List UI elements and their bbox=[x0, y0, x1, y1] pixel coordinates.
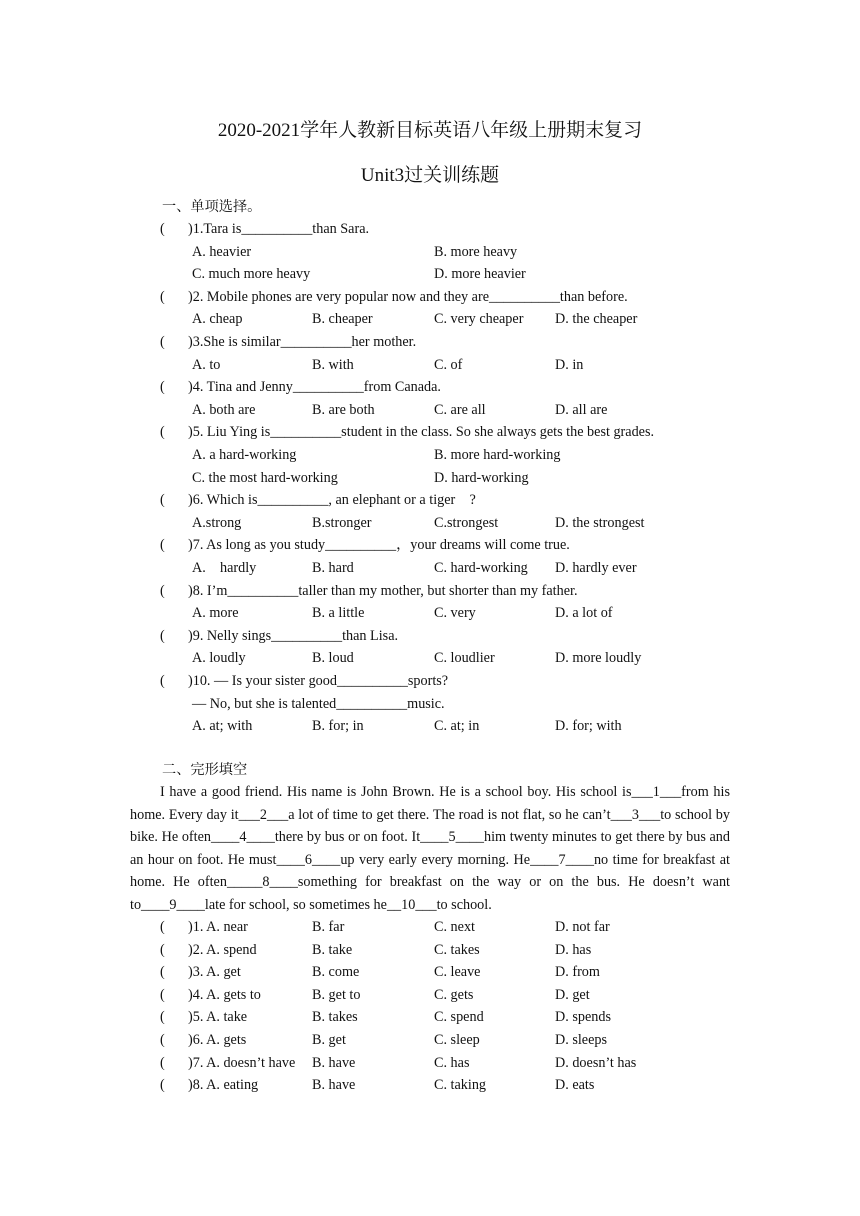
answer-option: D. sleeps bbox=[555, 1032, 608, 1048]
answer-paren: ( bbox=[160, 964, 165, 981]
answer-paren: ( bbox=[160, 379, 165, 396]
question-text: )7. As long as you study__________，your dreams will come true. bbox=[188, 537, 570, 554]
answer-option: A.strong bbox=[192, 514, 242, 531]
option-a: )3. A. get bbox=[188, 964, 241, 981]
cloze-question bbox=[160, 1054, 295, 1072]
option-a: )2. A. spend bbox=[188, 941, 257, 958]
answer-option: B. a little bbox=[312, 605, 365, 622]
answer-option: B. takes bbox=[312, 1009, 358, 1026]
cloze-question bbox=[160, 1031, 246, 1049]
option-a: )7. A. doesn’t have bbox=[188, 1054, 296, 1071]
answer-option: B. get bbox=[312, 1032, 346, 1048]
answer-option: A. hardly bbox=[192, 560, 257, 576]
answer-option: C. very cheaper bbox=[434, 311, 524, 328]
answer-option: A. cheap bbox=[192, 311, 243, 328]
answer-option: B. hard bbox=[312, 560, 354, 576]
cloze-question bbox=[160, 941, 257, 959]
answer-option: D. from bbox=[555, 964, 600, 981]
answer-option: C. has bbox=[434, 1054, 470, 1071]
cloze-blank: __10___ bbox=[386, 896, 437, 913]
answer-option: D. for; with bbox=[555, 718, 622, 735]
cloze-passage bbox=[130, 781, 730, 917]
page-subtitle: Unit3过关训练题 bbox=[360, 165, 500, 186]
answer-paren: ( bbox=[160, 492, 165, 509]
answer-option: D. more heavier bbox=[434, 266, 526, 283]
answer-option: D. hard-working bbox=[434, 469, 529, 486]
answer-option: D. not far bbox=[555, 919, 610, 935]
answer-option: C. very bbox=[434, 605, 476, 622]
cloze-question bbox=[160, 963, 241, 981]
cloze-blank: ___3___ bbox=[610, 806, 661, 823]
answer-paren: ( bbox=[160, 627, 165, 644]
passage-text: there by bus or on foot. It bbox=[274, 829, 421, 846]
answer-paren: ( bbox=[160, 1054, 165, 1071]
answer-option: B. come bbox=[312, 964, 360, 981]
answer-paren: ( bbox=[160, 1077, 165, 1094]
cloze-blank: ___2___ bbox=[238, 806, 289, 823]
option-a: )8. A. eating bbox=[188, 1077, 259, 1094]
answer-option: A. both are bbox=[192, 401, 256, 418]
question-stem bbox=[160, 423, 654, 441]
cloze-blank: ___1___ bbox=[631, 784, 682, 800]
answer-paren: ( bbox=[160, 424, 165, 441]
passage-text: I have a good friend. His name is John Brown. He is a school boy. His school is bbox=[160, 784, 632, 800]
passage-text: from his home. Every day it bbox=[130, 784, 730, 823]
passage-text: to school by bike. He often bbox=[130, 806, 730, 846]
passage-text: a lot of time to get there. The road is not flat, so he can’t bbox=[288, 806, 611, 823]
passage-text: late for school, so sometimes he bbox=[204, 896, 387, 913]
question-stem bbox=[160, 288, 628, 306]
answer-option: C. taking bbox=[434, 1077, 487, 1094]
answer-option: B. have bbox=[312, 1054, 356, 1071]
answer-option: C. much more heavy bbox=[192, 266, 311, 283]
answer-option: C. sleep bbox=[434, 1032, 480, 1048]
answer-option: B. get to bbox=[312, 986, 361, 1003]
answer-option: B. take bbox=[312, 941, 353, 958]
answer-option: B. far bbox=[312, 919, 345, 935]
answer-option: B. more heavy bbox=[434, 243, 518, 260]
cloze-blank: ____5____ bbox=[420, 829, 484, 846]
page-title: 2020-2021学年人教新目标英语八年级上册期末复习 bbox=[217, 120, 643, 141]
cloze-blank: _____8____ bbox=[226, 874, 298, 891]
answer-option: C. takes bbox=[434, 941, 480, 958]
question-text: )2. Mobile phones are very popular now and they are__________than before. bbox=[188, 288, 628, 305]
question-text-line2: — No, but she is talented__________music. bbox=[192, 695, 445, 712]
question-stem bbox=[160, 536, 570, 554]
answer-option: D. has bbox=[555, 941, 592, 958]
answer-option: C. of bbox=[434, 356, 463, 373]
answer-option: A. to bbox=[192, 356, 221, 373]
answer-paren: ( bbox=[160, 1032, 165, 1048]
answer-paren: ( bbox=[160, 1009, 165, 1026]
answer-option: D. all are bbox=[555, 401, 608, 418]
question-text: )10. — Is your sister good__________sports? bbox=[188, 673, 449, 689]
answer-option: D. the cheaper bbox=[555, 311, 638, 328]
passage-text: him twenty minutes to get there by bus and an hour on foot. He must bbox=[130, 829, 730, 868]
answer-option: D. spends bbox=[555, 1009, 611, 1026]
answer-option: D. hardly ever bbox=[555, 560, 637, 576]
answer-paren: ( bbox=[160, 582, 165, 599]
answer-option: A. a hard-working bbox=[192, 447, 297, 463]
answer-paren: ( bbox=[160, 919, 165, 935]
answer-option: D. the strongest bbox=[555, 514, 645, 531]
cloze-blank: ____6____ bbox=[276, 851, 341, 868]
answer-paren: ( bbox=[160, 673, 165, 689]
question-text: )8. I’m__________taller than my mother, but shorter than my father. bbox=[188, 582, 578, 599]
answer-option: C. hard-working bbox=[434, 560, 528, 576]
answer-option: D. a lot of bbox=[555, 605, 613, 622]
question-stem bbox=[160, 582, 578, 600]
passage-text: to school. bbox=[436, 896, 492, 913]
option-a: )6. A. gets bbox=[188, 1032, 247, 1048]
answer-option: A. loudly bbox=[192, 650, 246, 667]
question-text: )3.She is similar__________her mother. bbox=[188, 334, 417, 350]
cloze-blank: ____4____ bbox=[211, 829, 275, 846]
cloze-question bbox=[160, 1008, 247, 1026]
question-text: )6. Which is__________, an elephant or a tiger ? bbox=[188, 492, 476, 509]
answer-option: B. for; in bbox=[312, 718, 364, 735]
answer-paren: ( bbox=[160, 986, 165, 1003]
question-text: )1.Tara is__________than Sara. bbox=[188, 221, 370, 237]
answer-option: C. spend bbox=[434, 1009, 484, 1026]
answer-option: B. have bbox=[312, 1077, 356, 1094]
answer-option: B.stronger bbox=[312, 514, 372, 531]
answer-option: C. the most hard-working bbox=[192, 469, 338, 486]
cloze-question bbox=[160, 986, 261, 1004]
question-stem bbox=[160, 378, 441, 396]
answer-option: C. leave bbox=[434, 964, 481, 981]
answer-option: A. at; with bbox=[192, 718, 253, 735]
answer-option: D. get bbox=[555, 986, 590, 1003]
question-text: )9. Nelly sings__________than Lisa. bbox=[188, 627, 399, 644]
option-a: )4. A. gets to bbox=[188, 986, 261, 1003]
section1-heading: 一、单项选择。 bbox=[162, 199, 262, 215]
answer-paren: ( bbox=[160, 334, 165, 350]
answer-option: A. heavier bbox=[192, 243, 252, 260]
cloze-blank: ____9____ bbox=[141, 896, 205, 913]
answer-option: D. in bbox=[555, 356, 584, 373]
cloze-question bbox=[160, 1076, 258, 1094]
answer-option: C. loudlier bbox=[434, 650, 495, 667]
question-text: )5. Liu Ying is__________student in the class. So she always gets the best grades. bbox=[188, 424, 655, 441]
answer-paren: ( bbox=[160, 221, 165, 237]
answer-option: B. loud bbox=[312, 650, 354, 667]
answer-option: A. more bbox=[192, 605, 239, 622]
question-stem bbox=[160, 672, 448, 690]
answer-option: D. eats bbox=[555, 1077, 595, 1094]
option-a: )1. A. near bbox=[188, 919, 248, 935]
answer-option: C.strongest bbox=[434, 514, 499, 531]
answer-option: D. more loudly bbox=[555, 650, 642, 667]
answer-option: C. at; in bbox=[434, 718, 480, 735]
answer-option: B. cheaper bbox=[312, 311, 373, 328]
answer-option: C. are all bbox=[434, 401, 486, 418]
answer-option: B. with bbox=[312, 356, 354, 373]
answer-option: B. are both bbox=[312, 401, 375, 418]
answer-paren: ( bbox=[160, 941, 165, 958]
question-stem bbox=[160, 333, 416, 351]
question-stem bbox=[160, 491, 476, 509]
cloze-blank: ____7____ bbox=[530, 851, 594, 868]
answer-paren: ( bbox=[160, 288, 165, 305]
question-stem bbox=[160, 220, 369, 238]
cloze-question bbox=[160, 918, 248, 936]
question-stem bbox=[160, 627, 398, 645]
answer-option: C. gets bbox=[434, 986, 474, 1003]
answer-option: C. next bbox=[434, 919, 475, 935]
passage-text: something for breakfast on the way or on the bus. He doesn’t want to bbox=[130, 874, 731, 913]
section2-heading: 二、完形填空 bbox=[162, 762, 248, 778]
passage-text: up very early every morning. He bbox=[340, 851, 531, 868]
option-a: )5. A. take bbox=[188, 1009, 248, 1026]
answer-paren: ( bbox=[160, 537, 165, 554]
answer-option: B. more hard-working bbox=[434, 447, 561, 463]
passage-text: no time for breakfast at home. He often bbox=[130, 851, 730, 891]
question-text: )4. Tina and Jenny__________from Canada. bbox=[188, 379, 441, 396]
answer-option: D. doesn’t has bbox=[555, 1054, 637, 1071]
